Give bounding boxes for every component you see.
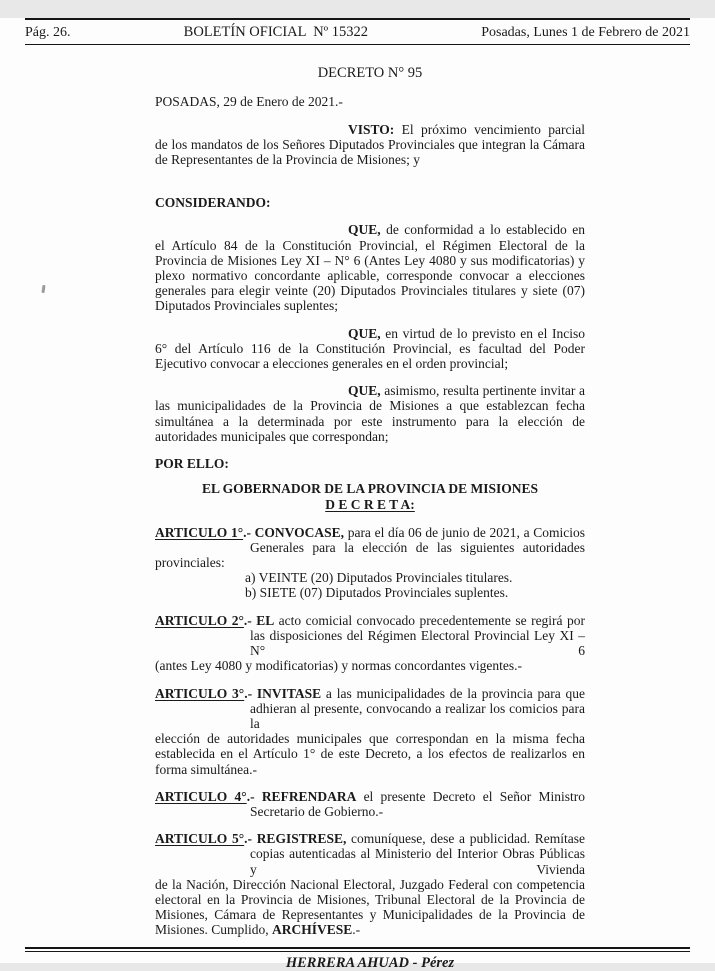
recital-paragraph-2 [155,326,585,372]
article-3 [155,686,585,777]
article-4 [155,789,585,819]
article-separator: .- [243,524,255,540]
article-4-head [155,789,585,819]
que-label: QUE, [348,383,381,399]
decreta-line: D E C R E T A: [325,497,415,513]
article-5-body-text: de la Nación, Dirección Nacional Electoral, Juzgado Federal con competencia electoral en la Provincia de Misiones, Tribunal Electoral de la Provincia de Misiones, Cámara de Representantes y Municipalidades de la Provincia de Misiones. Cumplido, [155,876,585,938]
article-2-verb: EL [256,612,275,628]
article-1-head [155,525,585,555]
article-3-body: elección de autoridades municipales que correspondan en la misma fecha establecida en el Artículo 1° de este Decreto, a los efectos de realizarlos en forma simultánea.- [155,731,585,777]
article-1-items [155,570,585,600]
por-ello-heading: POR ELLO: [155,456,229,472]
bulletin-page [0,18,715,971]
article-2-head-text: acto comicial convocado precedentemente se regirá por las disposiciones del Régimen Electoral Provincial Ley XI – N° 6 [250,612,585,659]
visto-paragraph [155,122,585,168]
visto-text: El próximo vencimiento parcial de los mandatos de los Señores Diputados Provinciales que integran la Cámara de Representantes de la Provincia de Misiones; y [155,121,585,168]
article-4-head-text: el presente Decreto el Señor Ministro Secretario de Gobierno.- [250,788,585,819]
article-2-body: (antes Ley 4080 y modificatorias) y normas concordantes vigentes.- [155,658,523,674]
decree-dateline: POSADAS, 29 de Enero de 2021.- [155,94,343,110]
page-header [0,20,715,44]
article-2-number: ARTICULO 2° [155,612,244,628]
recital-text: en virtud de lo previsto en el Inciso 6° del Artículo 116 de la Constitución Provincial, es facultad del Poder Ejecutivo convocar a elecciones generales en el orden provincial; [155,325,585,372]
header-issue-date: Posadas, Lunes 1 de Febrero de 2021 [481,25,690,40]
article-1 [155,525,585,601]
list-item-a: a) VEINTE (20) Diputados Provinciales titulares. [245,570,513,586]
article-2 [155,613,585,674]
page-number: Pág. 26. [25,25,71,40]
recital-text: asimismo, resulta pertinente invitar a las municipalidades de la Provincia de Misiones a que establezcan fecha simultánea a la determinada por este instrumento para la elección de autoridades municipales que correspondan; [155,383,585,444]
article-5 [155,831,585,937]
article-3-head [155,686,585,732]
decree-title: DECRETO N° 95 [317,65,423,82]
recital-paragraph-3 [155,383,585,444]
article-2-head [155,613,585,659]
archivese-word: ARCHÍVESE [272,922,353,938]
article-4-verb: REFRENDARA [261,788,357,804]
recital-text: de conformidad a lo establecido en el Artículo 84 de la Constitución Provincial, el Régimen Electoral de la Provincia de Misiones Ley XI – N° 6 (Antes Ley 4080 y sus modificatorias) y plexo normativo concordante aplicable, corresponde convocar a elecciones generales para elegir veinte (20) Diputados Provinciales titulares y siete (07) Diputados Provinciales suplentes; [155,222,585,314]
article-1-head-text: para el día 06 de junio de 2021, a Comicios Generales para la elección de las siguientes autoridades [250,524,586,555]
article-5-verb: REGISTRESE, [256,831,347,847]
que-label: QUE, [348,325,381,341]
footer-rule-thick [25,947,690,949]
article-3-number: ARTICULO 3° [155,685,245,701]
article-1-verb: CONVOCASE, [254,524,345,540]
article-5-body-end: .- [352,922,361,938]
recital-paragraph-1 [155,222,585,313]
article-separator: .- [246,788,262,804]
bulletin-title: BOLETÍN OFICIAL Nº 15322 [183,24,369,40]
article-4-number: ARTICULO 4° [155,788,247,804]
article-separator: .- [243,612,257,628]
article-3-verb: INVITASE [256,685,322,701]
considerando-heading: CONSIDERANDO: [155,195,271,211]
article-5-number: ARTICULO 5° [155,831,245,847]
article-5-head [155,831,585,877]
signature-line: HERRERA AHUAD - Pérez [285,954,455,971]
article-3-head-text: a las municipalidades de la provincia para que adhieran al presente, convocando a realizar los comicios para la [250,685,586,731]
footer-rule-thin [25,951,690,952]
article-5-body [155,877,585,938]
list-item-b: b) SIETE (07) Diputados Provinciales suplentes. [245,585,509,601]
scan-artifact [41,285,45,293]
article-separator: .- [244,831,257,847]
footer-rule [25,947,690,952]
article-1-number: ARTICULO 1° [155,524,244,540]
governor-line: EL GOBERNADOR DE LA PROVINCIA DE MISIONES [201,481,539,497]
visto-label: VISTO: [348,121,395,137]
header-bottom-rule [25,44,690,45]
article-1-body: provinciales: [155,555,225,571]
decree-document [155,66,585,971]
article-5-head-text: comuníquese, dese a publicidad. Remítase copias autenticadas al Ministerio del Interior Obras Públicas y Vivienda [250,831,585,877]
article-separator: .- [244,685,257,701]
que-label: QUE, [348,222,381,238]
